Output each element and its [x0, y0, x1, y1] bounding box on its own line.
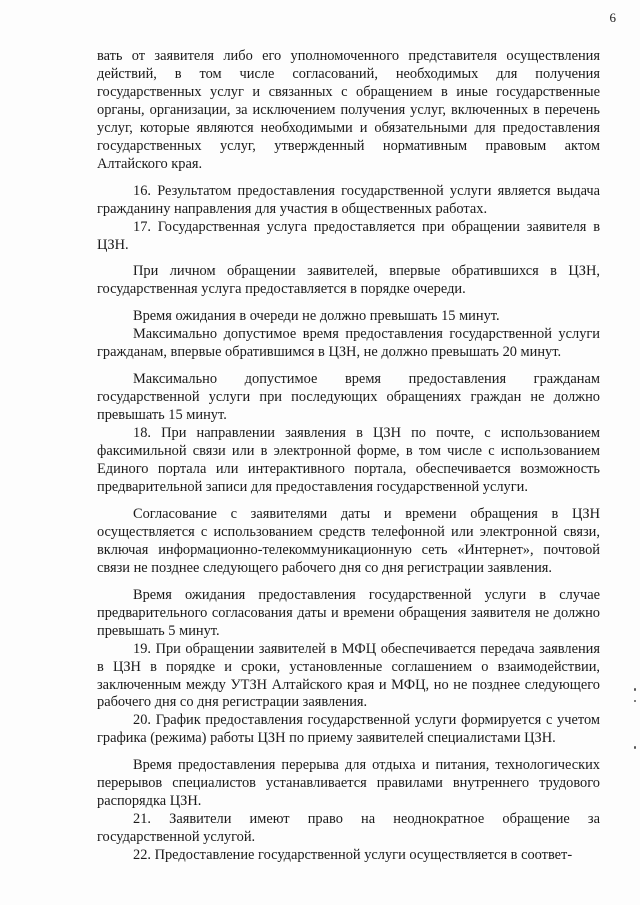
page-body — [97, 48, 600, 865]
scan-artifact-mark — [634, 746, 636, 749]
paragraph-continuation: вать от заявителя либо его уполномоченного представителя осуществления действий, в том числе согласований, необходимых для получения государственных услуг и связанных с обращением в иные государственные органы, организации, за исключением получения услуг, включенных в перечень услуг, которые являются необходимыми и обязательными для предоставления государственных услуг, утвержденный нормативным правовым актом Алтайского края. — [97, 48, 600, 172]
paragraph-20: 20. График предоставления государственной услуги формируется с учетом графика (режима) работы ЦЗН по приему заявителей специалистами ЦЗН. — [97, 712, 600, 747]
paragraph-17: 17. Государственная услуга предоставляется при обращении заявителя в ЦЗН. — [97, 218, 600, 253]
scan-artifact-mark — [634, 700, 636, 702]
paragraph-21: 21. Заявители имеют право на неоднократное обращение за государственной услугой. — [97, 811, 600, 846]
paragraph-personal-appeal: При личном обращении заявителей, впервые обратившихся в ЦЗН, государственная услуга предоставляется в порядке очереди. — [97, 263, 600, 298]
paragraph-breaks: Время предоставления перерыва для отдыха и питания, технологических перерывов специалистов устанавливается правилами внутреннего трудового распорядка ЦЗН. — [97, 757, 600, 810]
paragraph-18: 18. При направлении заявления в ЦЗН по почте, с использованием факсимильной связи или в электронной форме, в том числе с использованием Единого портала или интерактивного портала, обеспечивается возможность предварительной записи для предоставления государственной услуги. — [97, 425, 600, 495]
paragraph-max-time-subsequent: Максимально допустимое время предоставления гражданам государственной услуги при последующих обращениях граждан не должно превышать 15 минут. — [97, 371, 600, 424]
page-number: 6 — [609, 10, 616, 25]
paragraph-22: 22. Предоставление государственной услуги осуществляется в соответ- — [133, 847, 573, 864]
paragraph-19: 19. При обращении заявителей в МФЦ обеспечивается передача заявления в ЦЗН в порядке и сроки, установленные соглашением о взаимодействии, заключенным между УТЗН Алтайского края и МФЦ, но не позднее следующего рабочего дня со дня регистрации заявления. — [97, 640, 600, 711]
scan-artifact-mark — [634, 688, 636, 691]
paragraph-queue-wait: Время ожидания в очереди не должно превышать 15 минут. — [133, 308, 500, 325]
paragraph-max-time-first: Максимально допустимое время предоставления государственной услуги гражданам, впервые обратившимся в ЦЗН, не должно превышать 20 минут. — [97, 326, 600, 361]
paragraph-agreement: Согласование с заявителями даты и времени обращения в ЦЗН осуществляется с использованием средств телефонной или электронной связи, включая информационно-телекоммуникационную сеть «Интернет», почтовой связи не позднее следующего рабочего дня со дня регистрации заявления. — [97, 505, 600, 576]
paragraph-wait-prearranged: Время ожидания предоставления государственной услуги в случае предварительного согласования даты и времени обращения заявителя не должно превышать 5 минут. — [97, 586, 600, 639]
paragraph-16: 16. Результатом предоставления государственной услуги является выдача гражданину направления для участия в общественных работах. — [97, 182, 600, 217]
